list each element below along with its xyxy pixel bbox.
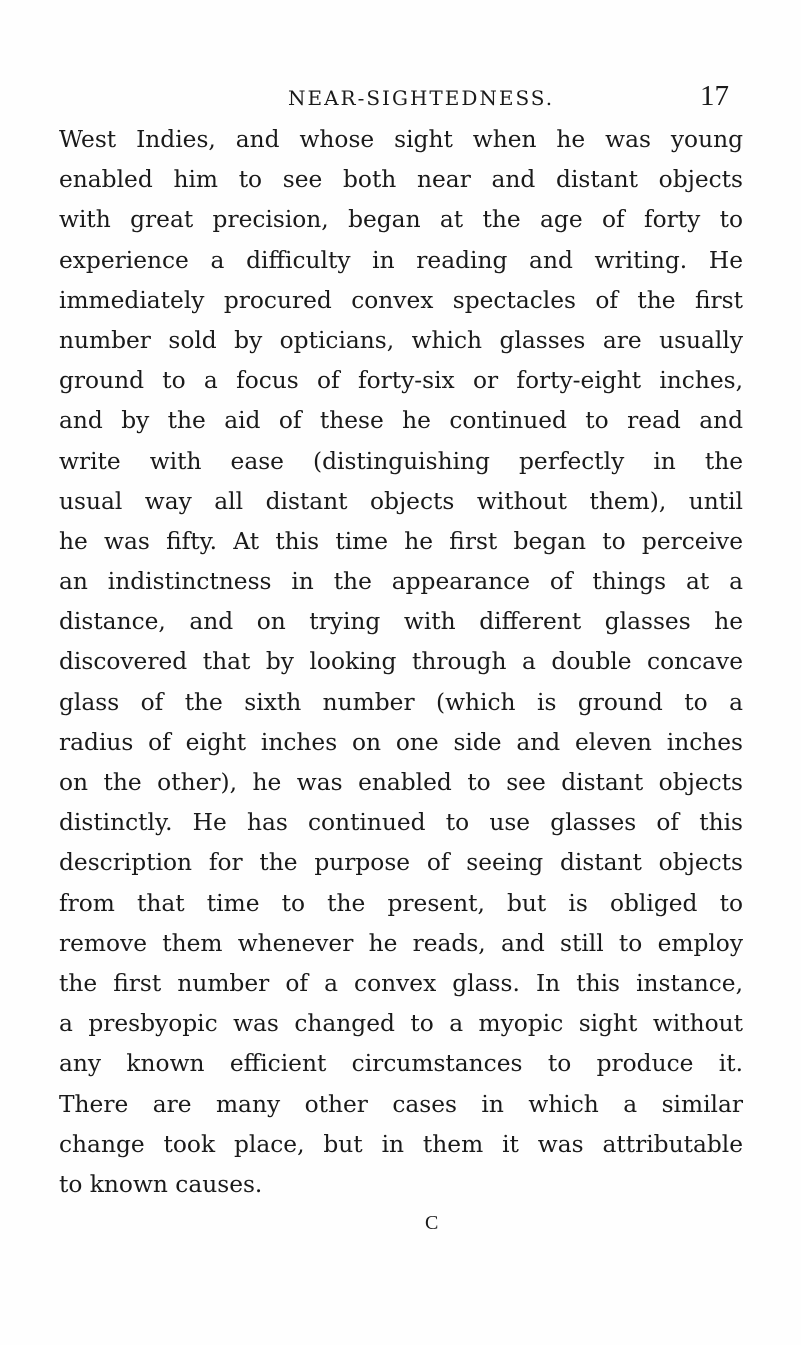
body-text	[59, 120, 743, 1205]
text-line: on the other), he was enabled to see distant objects	[59, 769, 743, 796]
text-line: description for the purpose of seeing distant objects	[59, 849, 743, 877]
text-line: experience a difficulty in reading and writing. He	[59, 246, 743, 274]
text-line: West Indies, and whose sight when he was young	[59, 126, 743, 153]
text-line: enabled him to see both near and distant objects	[59, 166, 743, 194]
text-line: and by the aid of these he continued to read and	[59, 407, 743, 435]
page-number: 17	[700, 80, 729, 112]
text-line: an indistinctness in the appearance of things at a	[59, 568, 743, 596]
text-line: a presbyopic was changed to a myopic sight without	[59, 1010, 743, 1038]
text-line: radius of eight inches on one side and eleven inches	[59, 728, 743, 756]
text-line: he was fifty. At this time he first began to perceive	[59, 527, 743, 555]
text-line: glass of the sixth number (which is ground to a	[59, 688, 743, 716]
text-line: number sold by opticians, which glasses are usually	[59, 326, 743, 354]
text-line: distinctly. He has continued to use glasses of this	[59, 809, 743, 837]
text-line: ground to a focus of forty-six or forty-eight inches,	[59, 367, 743, 395]
text-line: with great precision, began at the age of forty to	[59, 206, 743, 234]
text-line: write with ease (distinguishing perfectly in the	[59, 447, 743, 475]
text-line: distance, and on trying with different glasses he	[59, 608, 743, 636]
text-line: to known causes.	[59, 1170, 263, 1198]
text-line: immediately procured convex spectacles of the first	[59, 286, 743, 314]
text-line: There are many other cases in which a similar	[59, 1090, 743, 1118]
text-line: any known efficient circumstances to produce it.	[59, 1050, 743, 1078]
text-line: usual way all distant objects without them), until	[59, 487, 743, 515]
text-line: remove them whenever he reads, and still to employ	[59, 929, 743, 957]
text-line: change took place, but in them it was attributable	[59, 1130, 743, 1158]
text-line: the first number of a convex glass. In this instance,	[59, 969, 743, 997]
signature-mark: C	[425, 1212, 439, 1234]
running-title: NEAR-SIGHTEDNESS.	[288, 86, 555, 110]
text-line: discovered that by looking through a double concave	[59, 648, 743, 676]
text-line: from that time to the present, but is obliged to	[59, 889, 743, 917]
